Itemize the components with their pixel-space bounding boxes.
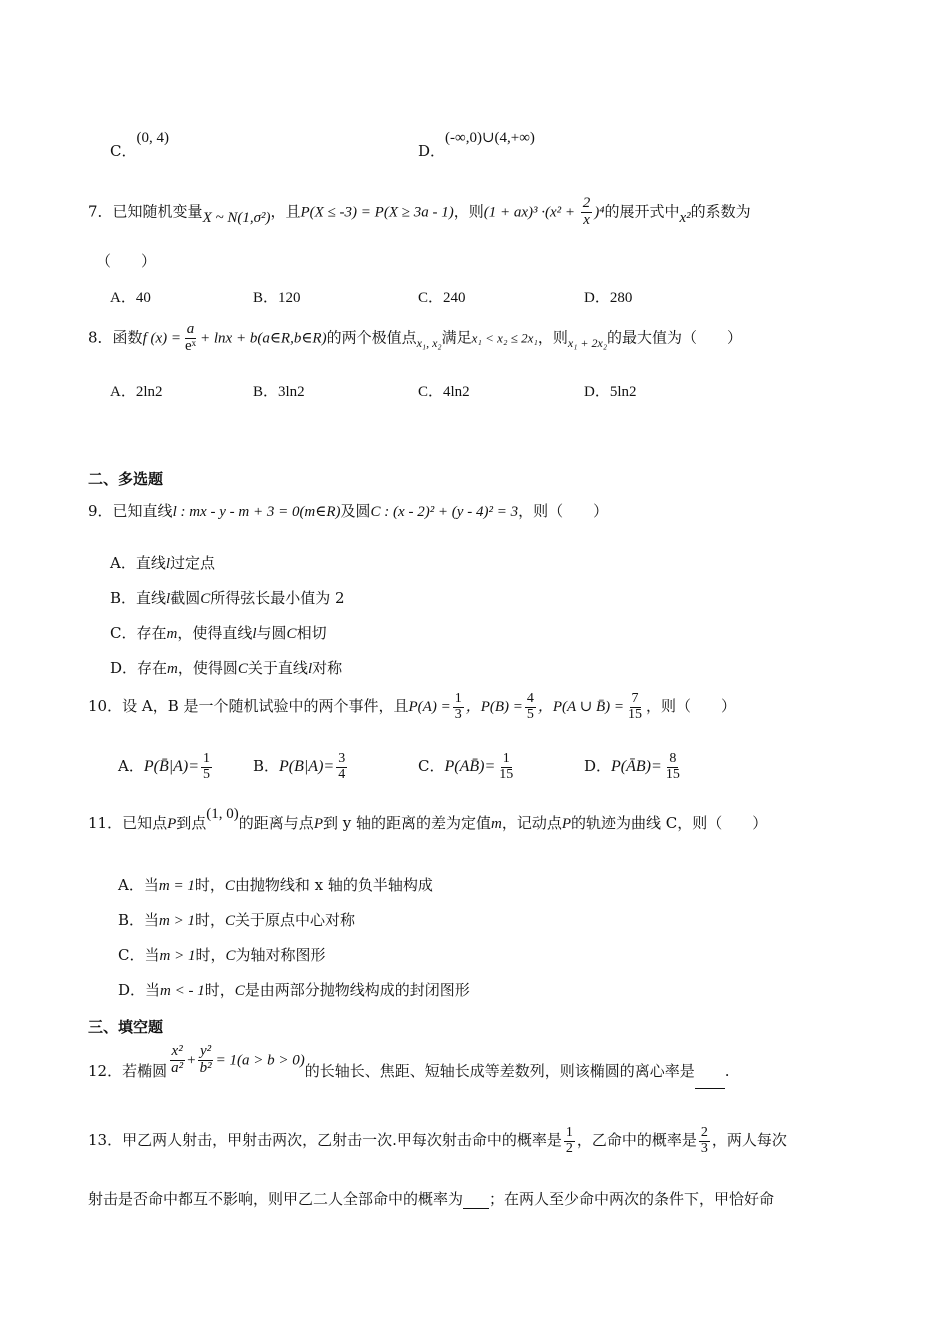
question-11: 11．已知点P到点(1, 0)的距离与点P到 y 轴的距离的差为定值m，记动点P的轨迹为曲线 C，则（ ） bbox=[88, 806, 768, 832]
question-8 bbox=[88, 322, 742, 355]
answer-blank[interactable] bbox=[463, 1194, 489, 1209]
q7-text-1: 已知随机变量 bbox=[112, 202, 203, 221]
q8-math-1: f (x) = bbox=[142, 330, 181, 347]
q9-text-2: 及圆 bbox=[340, 502, 371, 520]
q8-text-2: 的两个极值点 bbox=[326, 328, 417, 347]
section-title-multi-choice: 二、多选题 bbox=[88, 470, 164, 488]
question-12: 12．若椭圆 $\frac{\text{x²}}{\text{a²}}$ + $\frac{\text{y²}}{\text{b²}}$ = 1(a > b > 0)的长轴长、焦距、短轴长成等差数列，则该椭圆的离心率是 . bbox=[88, 1044, 729, 1077]
q10-option-d: D．P(ĀB)= $\frac{8}{15}$ bbox=[584, 751, 680, 782]
q8-math-5: x₁ + 2x₂ bbox=[567, 336, 608, 351]
question-10: 10．设 A，B 是一个随机试验中的两个事件，且P(A) = $\frac{1}{3}$ ，P(B) = $\frac{4}{5}$ ，P(A ∪ B̄) = $\frac{7}{15}$ ，则（ ） bbox=[88, 691, 737, 722]
option-math: (0, 4) bbox=[136, 130, 169, 146]
fraction: $\frac{8}{15}$ bbox=[665, 751, 680, 782]
q10-option-b: B．P(B|A)= $\frac{3}{4}$ bbox=[253, 751, 346, 782]
option-letter: C． bbox=[110, 142, 137, 160]
q9-text-1: 已知直线 bbox=[112, 502, 173, 520]
q8-option-b: B．3ln2 bbox=[253, 384, 305, 400]
q8-fraction: $\frac{a}{\text{eˣ}}$ bbox=[185, 321, 196, 354]
question-7 bbox=[88, 196, 751, 229]
q7-math-1: X ~ N(1,σ²) bbox=[202, 210, 271, 227]
question-number: 9． bbox=[88, 502, 113, 520]
q8-text-1: 函数 bbox=[112, 328, 143, 347]
q10-option-a: A．P(B̄|A)= $\frac{1}{5}$ bbox=[118, 751, 211, 782]
q8-math-3: x₁, x₂ bbox=[416, 336, 442, 351]
q8-math-2: + lnx + b(a∈R,b∈R) bbox=[200, 330, 327, 347]
q7-fraction: $\frac{2}{x}$ bbox=[582, 195, 591, 228]
question-number: 7． bbox=[88, 202, 113, 221]
q9-option-a: A．直线l过定点 bbox=[110, 554, 216, 572]
q7-option-c: C．240 bbox=[418, 290, 466, 306]
q7-math-3a: (1 + ax)³ ·(x² + bbox=[483, 204, 579, 221]
q12-fraction-y: $\frac{\text{y²}}{\text{b²}}$ bbox=[199, 1043, 212, 1076]
question-number: 13． bbox=[88, 1131, 123, 1150]
q7-math-3b: )⁴ bbox=[594, 204, 605, 221]
q8-text-4: ，则 bbox=[537, 328, 568, 347]
q10-option-c: C．P(AB̄)= $\frac{1}{15}$ bbox=[418, 751, 514, 782]
q8-text-5: 的最大值为（ ） bbox=[607, 328, 743, 347]
question-number: 8． bbox=[88, 328, 113, 347]
q9-math-1: l : mx - y - m + 3 = 0(m∈R) bbox=[172, 504, 341, 520]
q7-option-a: A．40 bbox=[110, 290, 151, 306]
q9-option-c: C．存在m，使得直线l与圆C相切 bbox=[110, 624, 327, 642]
q9-option-b: B．直线l截圆C所得弦长最小值为 2 bbox=[110, 589, 345, 607]
question-number: 12． bbox=[88, 1062, 123, 1081]
q8-option-d: D．5ln2 bbox=[584, 384, 637, 400]
question-13-line-2: 射击是否命中都互不影响，则甲乙二人全部命中的概率为 ；在两人至少命中两次的条件下，甲恰好命 bbox=[88, 1190, 775, 1208]
q10-fraction-1: $\frac{1}{3}$ bbox=[454, 691, 462, 722]
q7-text-3: ，则 bbox=[453, 202, 484, 221]
q8-text-3: 满足 bbox=[441, 328, 472, 347]
q7-math-2: P(X ≤ -3) = P(X ≥ 3a - 1) bbox=[300, 204, 454, 221]
q10-fraction-3: $\frac{7}{15}$ bbox=[628, 691, 643, 722]
section-title-fill-in: 三、填空题 bbox=[88, 1018, 164, 1036]
q10-text-1: 设 A，B 是一个随机试验中的两个事件，且 bbox=[122, 697, 409, 716]
q11-option-c: C．当m > 1时，C为轴对称图形 bbox=[118, 946, 326, 964]
question-9 bbox=[88, 500, 608, 521]
q8-option-c: C．4ln2 bbox=[418, 384, 470, 400]
q11-option-d: D．当m < - 1时，C是由两部分抛物线构成的封闭图形 bbox=[118, 981, 470, 999]
q7-paren: （ ） bbox=[96, 252, 157, 270]
answer-blank[interactable] bbox=[695, 1074, 725, 1089]
question-number: 10． bbox=[88, 697, 123, 716]
q13-fraction-1: $\frac{1}{2}$ bbox=[565, 1125, 573, 1156]
q7-math-4: x² bbox=[679, 210, 691, 227]
q9-text-3: ，则（ ） bbox=[518, 502, 609, 520]
option-math: (-∞,0)∪(4,+∞) bbox=[445, 130, 535, 146]
q8-option-a: A．2ln2 bbox=[110, 384, 163, 400]
fraction: $\frac{3}{4}$ bbox=[338, 751, 346, 782]
option-letter: D． bbox=[418, 142, 446, 160]
fraction: $\frac{1}{15}$ bbox=[499, 751, 514, 782]
q13-fraction-2: $\frac{2}{3}$ bbox=[700, 1125, 708, 1156]
q6-option-d bbox=[418, 126, 535, 160]
q7-option-b: B．120 bbox=[253, 290, 301, 306]
q10-fraction-2: $\frac{4}{5}$ bbox=[526, 691, 534, 722]
q7-text-5: 的系数为 bbox=[690, 202, 751, 221]
q7-text-2: ，且 bbox=[270, 202, 301, 221]
q9-math-2: C : (x - 2)² + (y - 4)² = 3 bbox=[370, 504, 519, 520]
q10-text-2: ，则（ ） bbox=[646, 697, 737, 716]
question-13: 13．甲乙两人射击，甲射击两次，乙射击一次.甲每次射击命中的概率是 $\frac{1}{2}$ ，乙命中的概率是 $\frac{2}{3}$ ，两人每次 bbox=[88, 1125, 787, 1156]
q7-option-d: D．280 bbox=[584, 290, 633, 306]
q11-option-b: B．当m > 1时，C关于原点中心对称 bbox=[118, 911, 356, 929]
q6-option-c bbox=[110, 126, 169, 160]
q11-option-a: A．当m = 1时，C由抛物线和 x 轴的负半轴构成 bbox=[118, 876, 433, 894]
fraction: $\frac{1}{5}$ bbox=[203, 751, 211, 782]
q7-text-4: 的展开式中 bbox=[604, 202, 680, 221]
q9-option-d: D．存在m，使得圆C关于直线l对称 bbox=[110, 659, 343, 677]
q8-math-4: x₁ < x₂ ≤ 2x₁ bbox=[471, 330, 538, 346]
q12-fraction-x: $\frac{\text{x²}}{\text{a²}}$ bbox=[171, 1043, 184, 1076]
question-number: 11． bbox=[88, 814, 123, 832]
